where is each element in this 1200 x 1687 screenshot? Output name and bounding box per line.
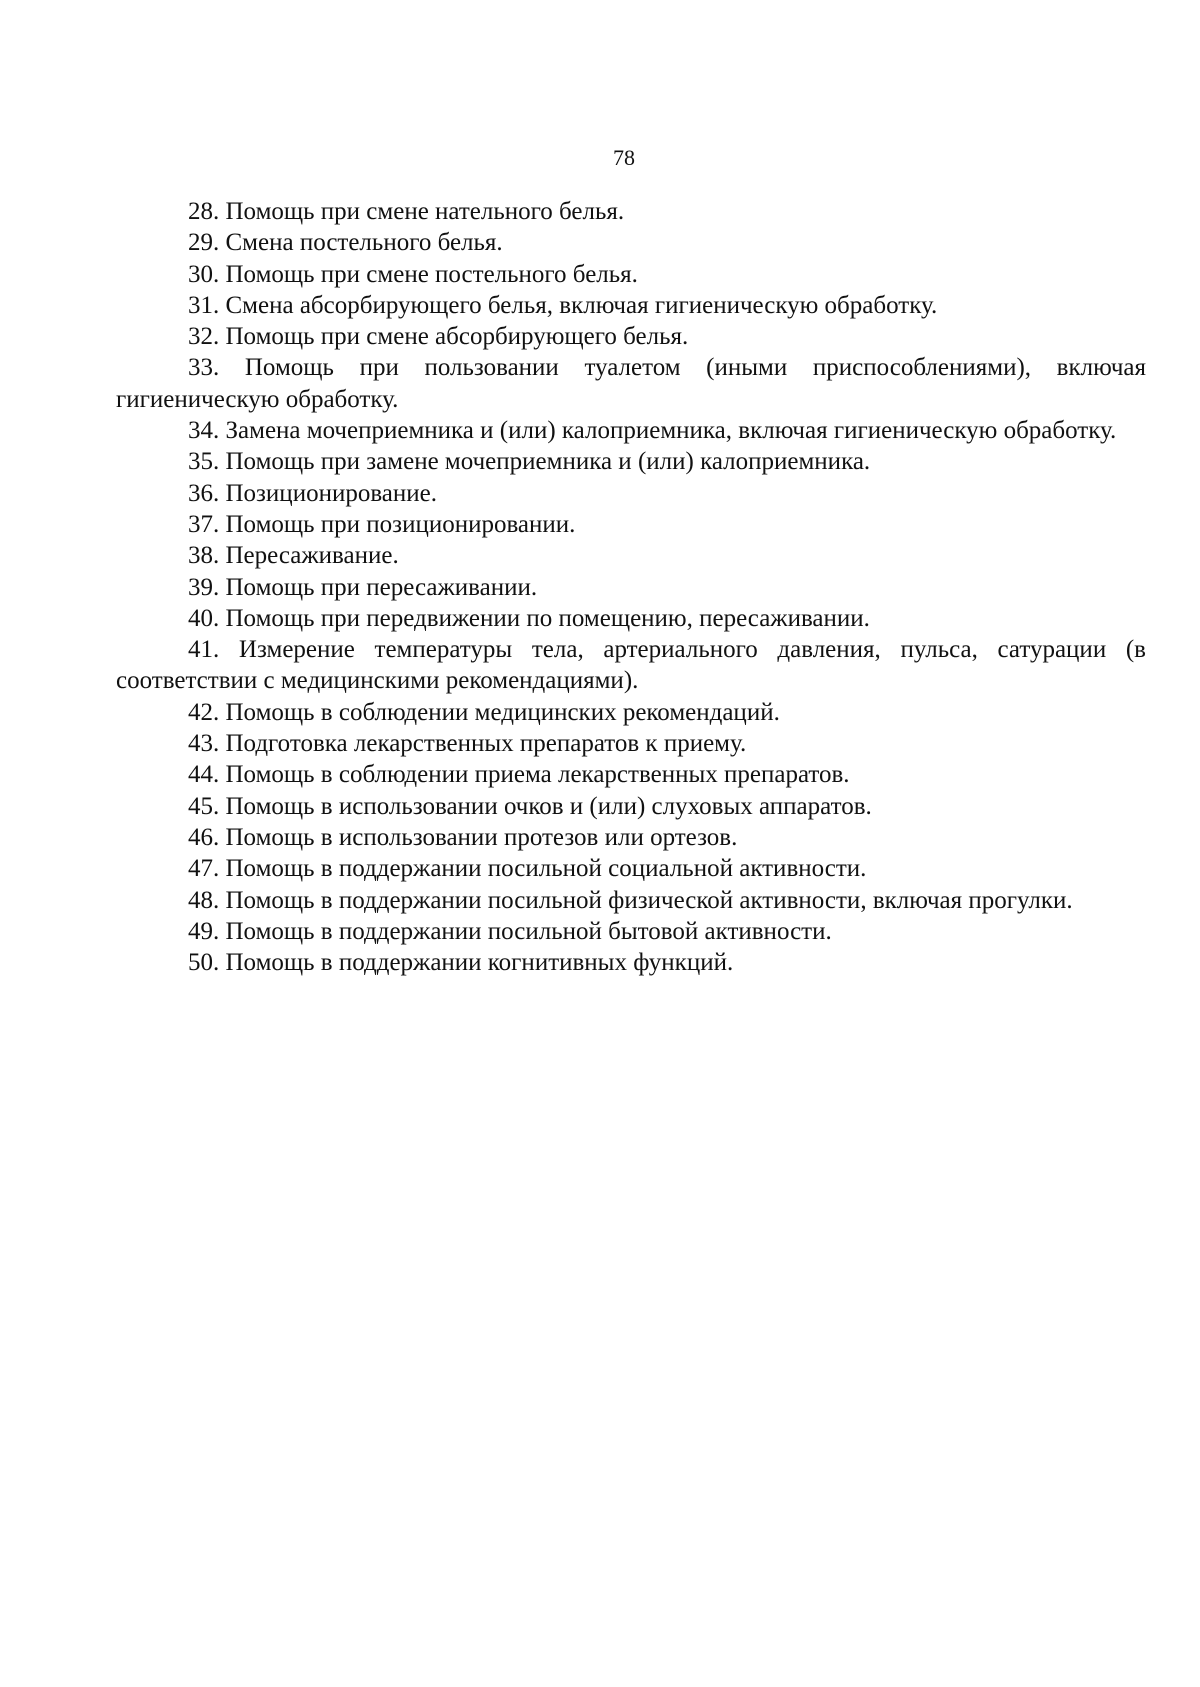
- list-item: 38. Пересаживание.: [188, 542, 399, 570]
- page-number: 78: [613, 145, 635, 170]
- list-item: 36. Позиционирование.: [188, 479, 437, 507]
- list-item: 30. Помощь при смене постельного белья.: [188, 260, 638, 288]
- list-item: 32. Помощь при смене абсорбирующего белья.: [188, 323, 689, 351]
- list-item: 33. Помощь при пользовании туалетом (иными приспособлениями), включая гигиеническую обработку.: [116, 354, 1146, 413]
- list-item: 46. Помощь в использовании протезов или ортезов.: [188, 823, 738, 851]
- list-item: 45. Помощь в использовании очков и (или) слуховых аппаратов.: [188, 792, 872, 820]
- list-item: 44. Помощь в соблюдении приема лекарственных препаратов.: [188, 761, 850, 789]
- list-item: 48. Помощь в поддержании посильной физической активности, включая прогулки.: [188, 886, 1073, 914]
- list-item: 43. Подготовка лекарственных препаратов к приему.: [188, 730, 747, 758]
- list-item: 41. Измерение температуры тела, артериального давления, пульса, сатурации (в соответствии с медицинскими рекомендациями).: [116, 636, 1146, 695]
- list-item: 37. Помощь при позиционировании.: [188, 510, 576, 538]
- list-item: 47. Помощь в поддержании посильной социальной активности.: [188, 855, 867, 883]
- services-list: [116, 196, 1146, 978]
- list-item: 28. Помощь при смене нательного белья.: [188, 198, 625, 225]
- list-item: 42. Помощь в соблюдении медицинских рекомендаций.: [188, 698, 780, 726]
- list-item: 31. Смена абсорбирующего белья, включая гигиеническую обработку.: [188, 291, 938, 319]
- list-item: 35. Помощь при замене мочеприемника и (или) калоприемника.: [188, 448, 871, 476]
- list-item: 39. Помощь при пересаживании.: [188, 573, 538, 601]
- list-item: 34. Замена мочеприемника и (или) калоприемника, включая гигиеническую обработку.: [188, 417, 1117, 445]
- list-item: 49. Помощь в поддержании посильной бытовой активности.: [188, 917, 832, 945]
- list-item: 50. Помощь в поддержании когнитивных функций.: [188, 949, 734, 977]
- list-item: 29. Смена постельного белья.: [188, 229, 503, 257]
- list-item: 40. Помощь при передвижении по помещению, пересаживании.: [188, 604, 870, 632]
